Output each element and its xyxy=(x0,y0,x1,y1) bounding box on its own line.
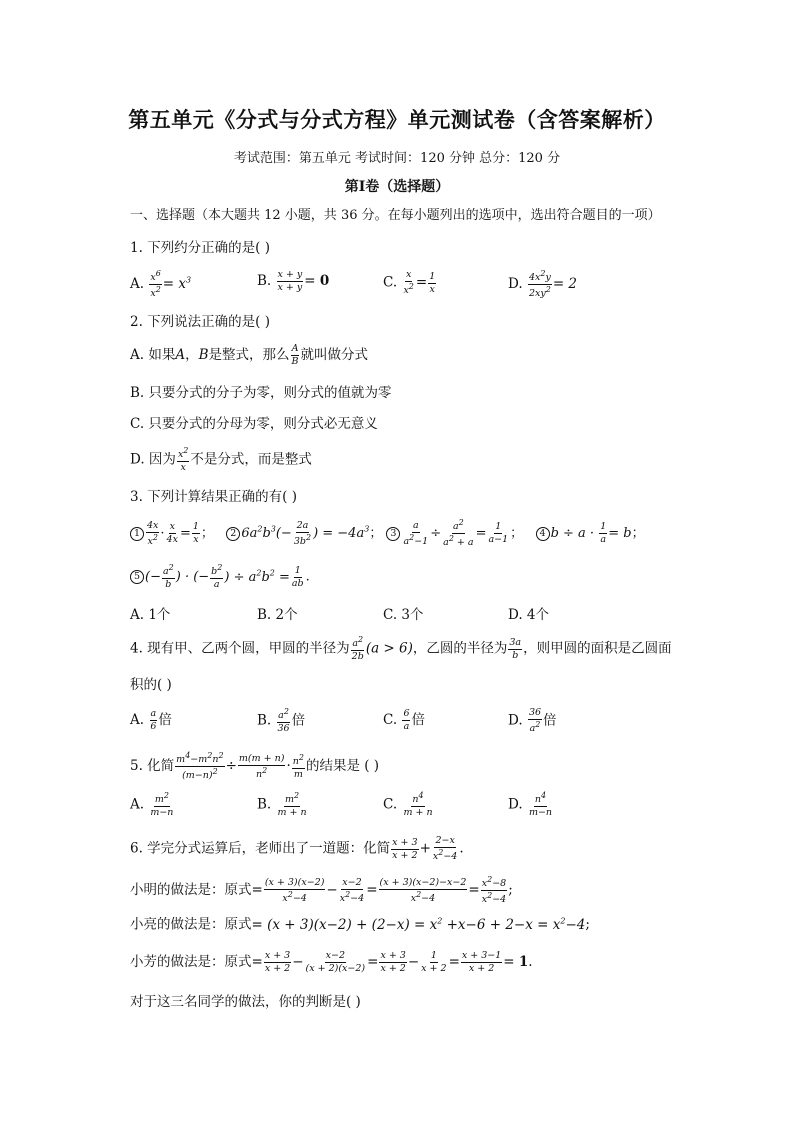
q6-question: 对于这三名同学的做法，你的判断是( ) xyxy=(130,994,361,1010)
q2-option-b: B. 只要分式的分子为零，则分式的值就为零 xyxy=(130,385,392,401)
q3-option-a: A. 1个 xyxy=(130,607,171,623)
q1-option-d: D. $\frac{4x^2y}{2xy^2}$ = 2 xyxy=(508,269,578,300)
q6-xiaofang: 小芳的做法是：原式= $\frac{x + 3}{x + 2}$ − $\frac{x-2}{(x + 2)(x-2)}$ = $\frac{x + 3}{x + 2}$ − $\frac{1}{x + 2}$ = $\frac{x + 3-1}{x + 2}$ = 1. xyxy=(130,950,533,974)
q3-stem: 3. 下列计算结果正确的有( ) xyxy=(130,489,297,505)
q2-option-a: A. 如果A，B是整式，那么 $\frac{A}{B}$ 就叫做分式 xyxy=(130,343,368,367)
q4-stem-line2: 积的( ) xyxy=(130,677,172,693)
q1-option-b: B. $\frac{x + y}{x + y}$ = 0 xyxy=(257,269,330,293)
q6-xiaoming: 小明的做法是：原式= $\frac{(x + 3)(x-2)}{x^2-4}$ − $\frac{x-2}{x^2-4}$ = $\frac{(x + 3)(x-2)-x-2}{x^2-4}$ = $\frac{x^2-8}{x^2-4}$ ; xyxy=(130,875,513,906)
exam-info: 考试范围：第五单元 考试时间：120 分钟 总分：120 分 xyxy=(233,151,561,166)
q2-option-d: D. 因为 $\frac{x^2}{x}$ 不是分式，而是整式 xyxy=(130,446,312,474)
q5-option-b: B. $\frac{m^2}{m + n}$ xyxy=(257,791,307,819)
q1-option-a: A. $\frac{x^6}{x^2}$ = $x^3$ xyxy=(130,269,192,300)
q6-xiaoliang: 小亮的做法是：原式= $(x + 3)(x-2) + (2-x) = x^2 +x-6 + 2-x = x^2-4$; xyxy=(130,916,590,933)
q1-stem: 1. 下列约分正确的是( ) xyxy=(130,240,270,256)
q3-items-row1: 1 $\frac{4x}{x^2}$ · $\frac{x}{4x}$ = $\frac{1}{x}$ ； 2 $6a^2b^3(-$ $\frac{2a}{3b^2}$ ) = $-4a^3$； 3 $\frac{a}{a^2-1}$ ÷ $\frac{a^2}{a^2 + a}$ = $\frac{1}{a-1}$ ； 4 b ÷ a · $\frac{1}{a}$ = b； xyxy=(130,519,645,548)
q4-option-a: A. $\frac{a}{6}$ 倍 xyxy=(130,708,172,732)
q4-option-d: D. $\frac{36}{a^2}$ 倍 xyxy=(508,707,557,735)
q3-option-b: B. 2个 xyxy=(257,607,298,623)
q3-option-c: C. 3个 xyxy=(383,607,424,623)
q5-option-c: C. $\frac{n^4}{m + n}$ xyxy=(383,791,433,819)
q4-option-c: C. $\frac{6}{a}$ 倍 xyxy=(383,708,425,732)
q4-option-b: B. $\frac{a^2}{36}$ 倍 xyxy=(257,707,306,735)
q1-option-c: C. $\frac{x}{x^2}$ = $\frac{1}{x}$ xyxy=(383,269,436,297)
q5-option-a: A. $\frac{m^2}{m-n}$ xyxy=(130,791,174,819)
q6-stem: 6. 学完分式运算后，老师出了一道题：化简 $\frac{x + 3}{x + 2}$ + $\frac{2-x}{x^2-4}$ . xyxy=(130,835,464,863)
q4-stem: 4. 现有甲、乙两个圆，甲圆的半径为 $\frac{a^2}{2b}$ (a > 6)，乙圆的半径为 $\frac{3a}{b}$ ，则甲圆的面积是乙圆面 xyxy=(130,635,672,663)
q3-items-row2: 5 (− $\frac{a^2}{b}$ ) · (− $\frac{b^2}{a}$ ) ÷ $a^2b^2$ = $\frac{1}{ab}$ . xyxy=(130,564,310,590)
q5-stem: 5. 化简 $\frac{m^4-m^2n^2}{(m-n)^2}$ ÷ $\frac{m(m + n)}{n^2}$ · $\frac{n^2}{m}$ 的结果是 ( ) xyxy=(130,751,380,782)
q3-option-d: D. 4个 xyxy=(508,607,550,623)
q2-option-c: C. 只要分式的分母为零，则分式必无意义 xyxy=(130,416,378,432)
instructions: 一、选择题（本大题共 12 小题，共 36 分。在每小题列出的选项中，选出符合题目的一项） xyxy=(130,208,661,223)
q5-option-d: D. $\frac{n^4}{m-n}$ xyxy=(508,791,553,819)
q2-stem: 2. 下列说法正确的是( ) xyxy=(130,314,270,330)
section-title: 第I卷（选择题） xyxy=(344,179,450,195)
page-title: 第五单元《分式与分式方程》单元测试卷（含答案解析） xyxy=(128,108,666,132)
